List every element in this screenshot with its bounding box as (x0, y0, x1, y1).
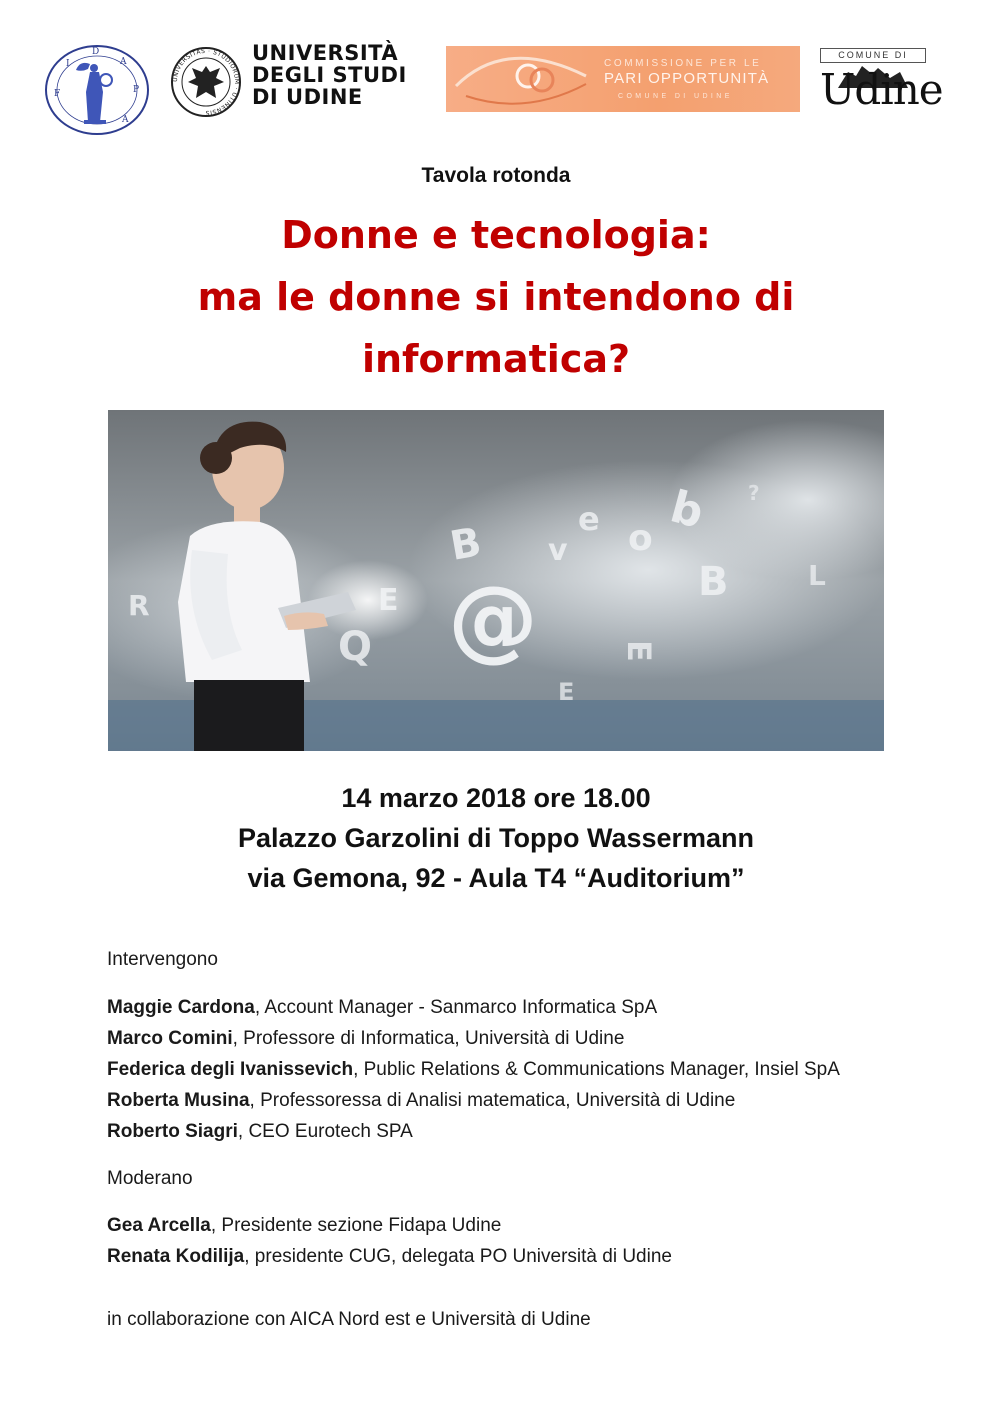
speaker-row (107, 997, 657, 1019)
speaker-row (107, 1028, 624, 1050)
seal-text: UNIVERSITAS · STUDIORUM · UTINENSIS (171, 47, 241, 117)
event-kicker: Tavola rotonda (421, 164, 571, 187)
fidapa-letter: F (54, 89, 61, 99)
svg-text:@: @ (448, 567, 538, 672)
university-name-line: DEGLI STUDI (252, 63, 407, 87)
moderator-row (107, 1215, 501, 1237)
svg-text:E: E (558, 678, 575, 706)
svg-text:R: R (128, 589, 150, 622)
fidapa-letter: D (92, 47, 100, 57)
svg-text:E: E (620, 640, 658, 662)
svg-text:e: e (578, 500, 600, 538)
speaker-role: , Public Relations & Communications Manager, Insiel SpA (353, 1059, 840, 1080)
title-line: informatica? (361, 337, 631, 381)
woman-tablet-photo (108, 410, 884, 751)
speaker-role: , Professoressa di Analisi matematica, Università di Udine (249, 1090, 736, 1111)
svg-text:L: L (808, 559, 826, 592)
fidapa-logo (44, 44, 150, 136)
university-name-logo (252, 42, 432, 108)
page-title (80, 204, 912, 390)
speaker-role: , CEO Eurotech SPA (237, 1121, 413, 1142)
speaker-name: Roberto Siagri (107, 1121, 238, 1142)
svg-text:B: B (446, 519, 485, 570)
event-venue: Palazzo Garzolini di Toppo Wassermann (237, 823, 755, 853)
moderator-role: , presidente CUG, delegata PO Università di Udine (244, 1246, 672, 1267)
comune-label: COMUNE DI (820, 48, 926, 63)
event-details (0, 778, 992, 898)
fidapa-letter: I (66, 59, 70, 69)
speaker-row (107, 1090, 735, 1112)
commission-line: COMMISSIONE PER LE (604, 58, 762, 69)
speaker-name: Federica degli Ivanissevich (107, 1059, 354, 1080)
commission-swirl-icon (446, 46, 596, 112)
svg-text:b: b (665, 481, 709, 539)
speaker-name: Roberta Musina (107, 1090, 250, 1111)
fidapa-letter: P (133, 85, 140, 95)
event-date: 14 marzo 2018 ore 18.00 (341, 783, 651, 813)
svg-text:?: ? (748, 481, 760, 505)
moderator-role: , Presidente sezione Fidapa Udine (210, 1215, 502, 1236)
collaboration-note: in collaborazione con AICA Nord est e Università di Udine (107, 1309, 591, 1330)
moderator-name: Renata Kodilija (107, 1246, 245, 1267)
university-name-line: UNIVERSITÀ (252, 41, 399, 65)
comune-udine-logo (820, 48, 952, 112)
svg-text:Q: Q (338, 624, 373, 670)
speaker-name: Marco Comini (107, 1028, 233, 1049)
moderator-name: Gea Arcella (107, 1215, 211, 1236)
event-address: via Gemona, 92 - Aula T4 “Auditorium” (247, 863, 745, 893)
speaker-role: , Account Manager - Sanmarco Informatica SpA (254, 997, 658, 1018)
title-line: Donne e tecnologia: (281, 213, 711, 257)
speaker-row (107, 1059, 840, 1081)
fidapa-letter: A (122, 115, 129, 125)
logo-bar (0, 0, 992, 150)
svg-text:v: v (548, 533, 568, 568)
comune-name: Udine (820, 65, 943, 114)
moderator-row (107, 1246, 672, 1268)
speakers-heading: Intervengono (107, 949, 218, 970)
commission-line: PARI OPPORTUNITÀ (604, 70, 770, 87)
commission-line: COMUNE DI UDINE (618, 93, 733, 100)
speaker-row (107, 1121, 413, 1143)
svg-text:B: B (698, 559, 729, 605)
title-line: ma le donne si intendono di (197, 275, 795, 319)
svg-text:o: o (628, 518, 653, 559)
fidapa-letter: A (120, 57, 127, 67)
moderators-heading: Moderano (107, 1168, 193, 1189)
university-seal-logo (170, 46, 242, 118)
speaker-role: , Professore di Informatica, Università di Udine (232, 1028, 625, 1049)
svg-text:E: E (378, 583, 399, 618)
speaker-name: Maggie Cardona (107, 997, 255, 1018)
commission-logo (446, 46, 800, 112)
university-name-line: DI UDINE (252, 85, 363, 109)
